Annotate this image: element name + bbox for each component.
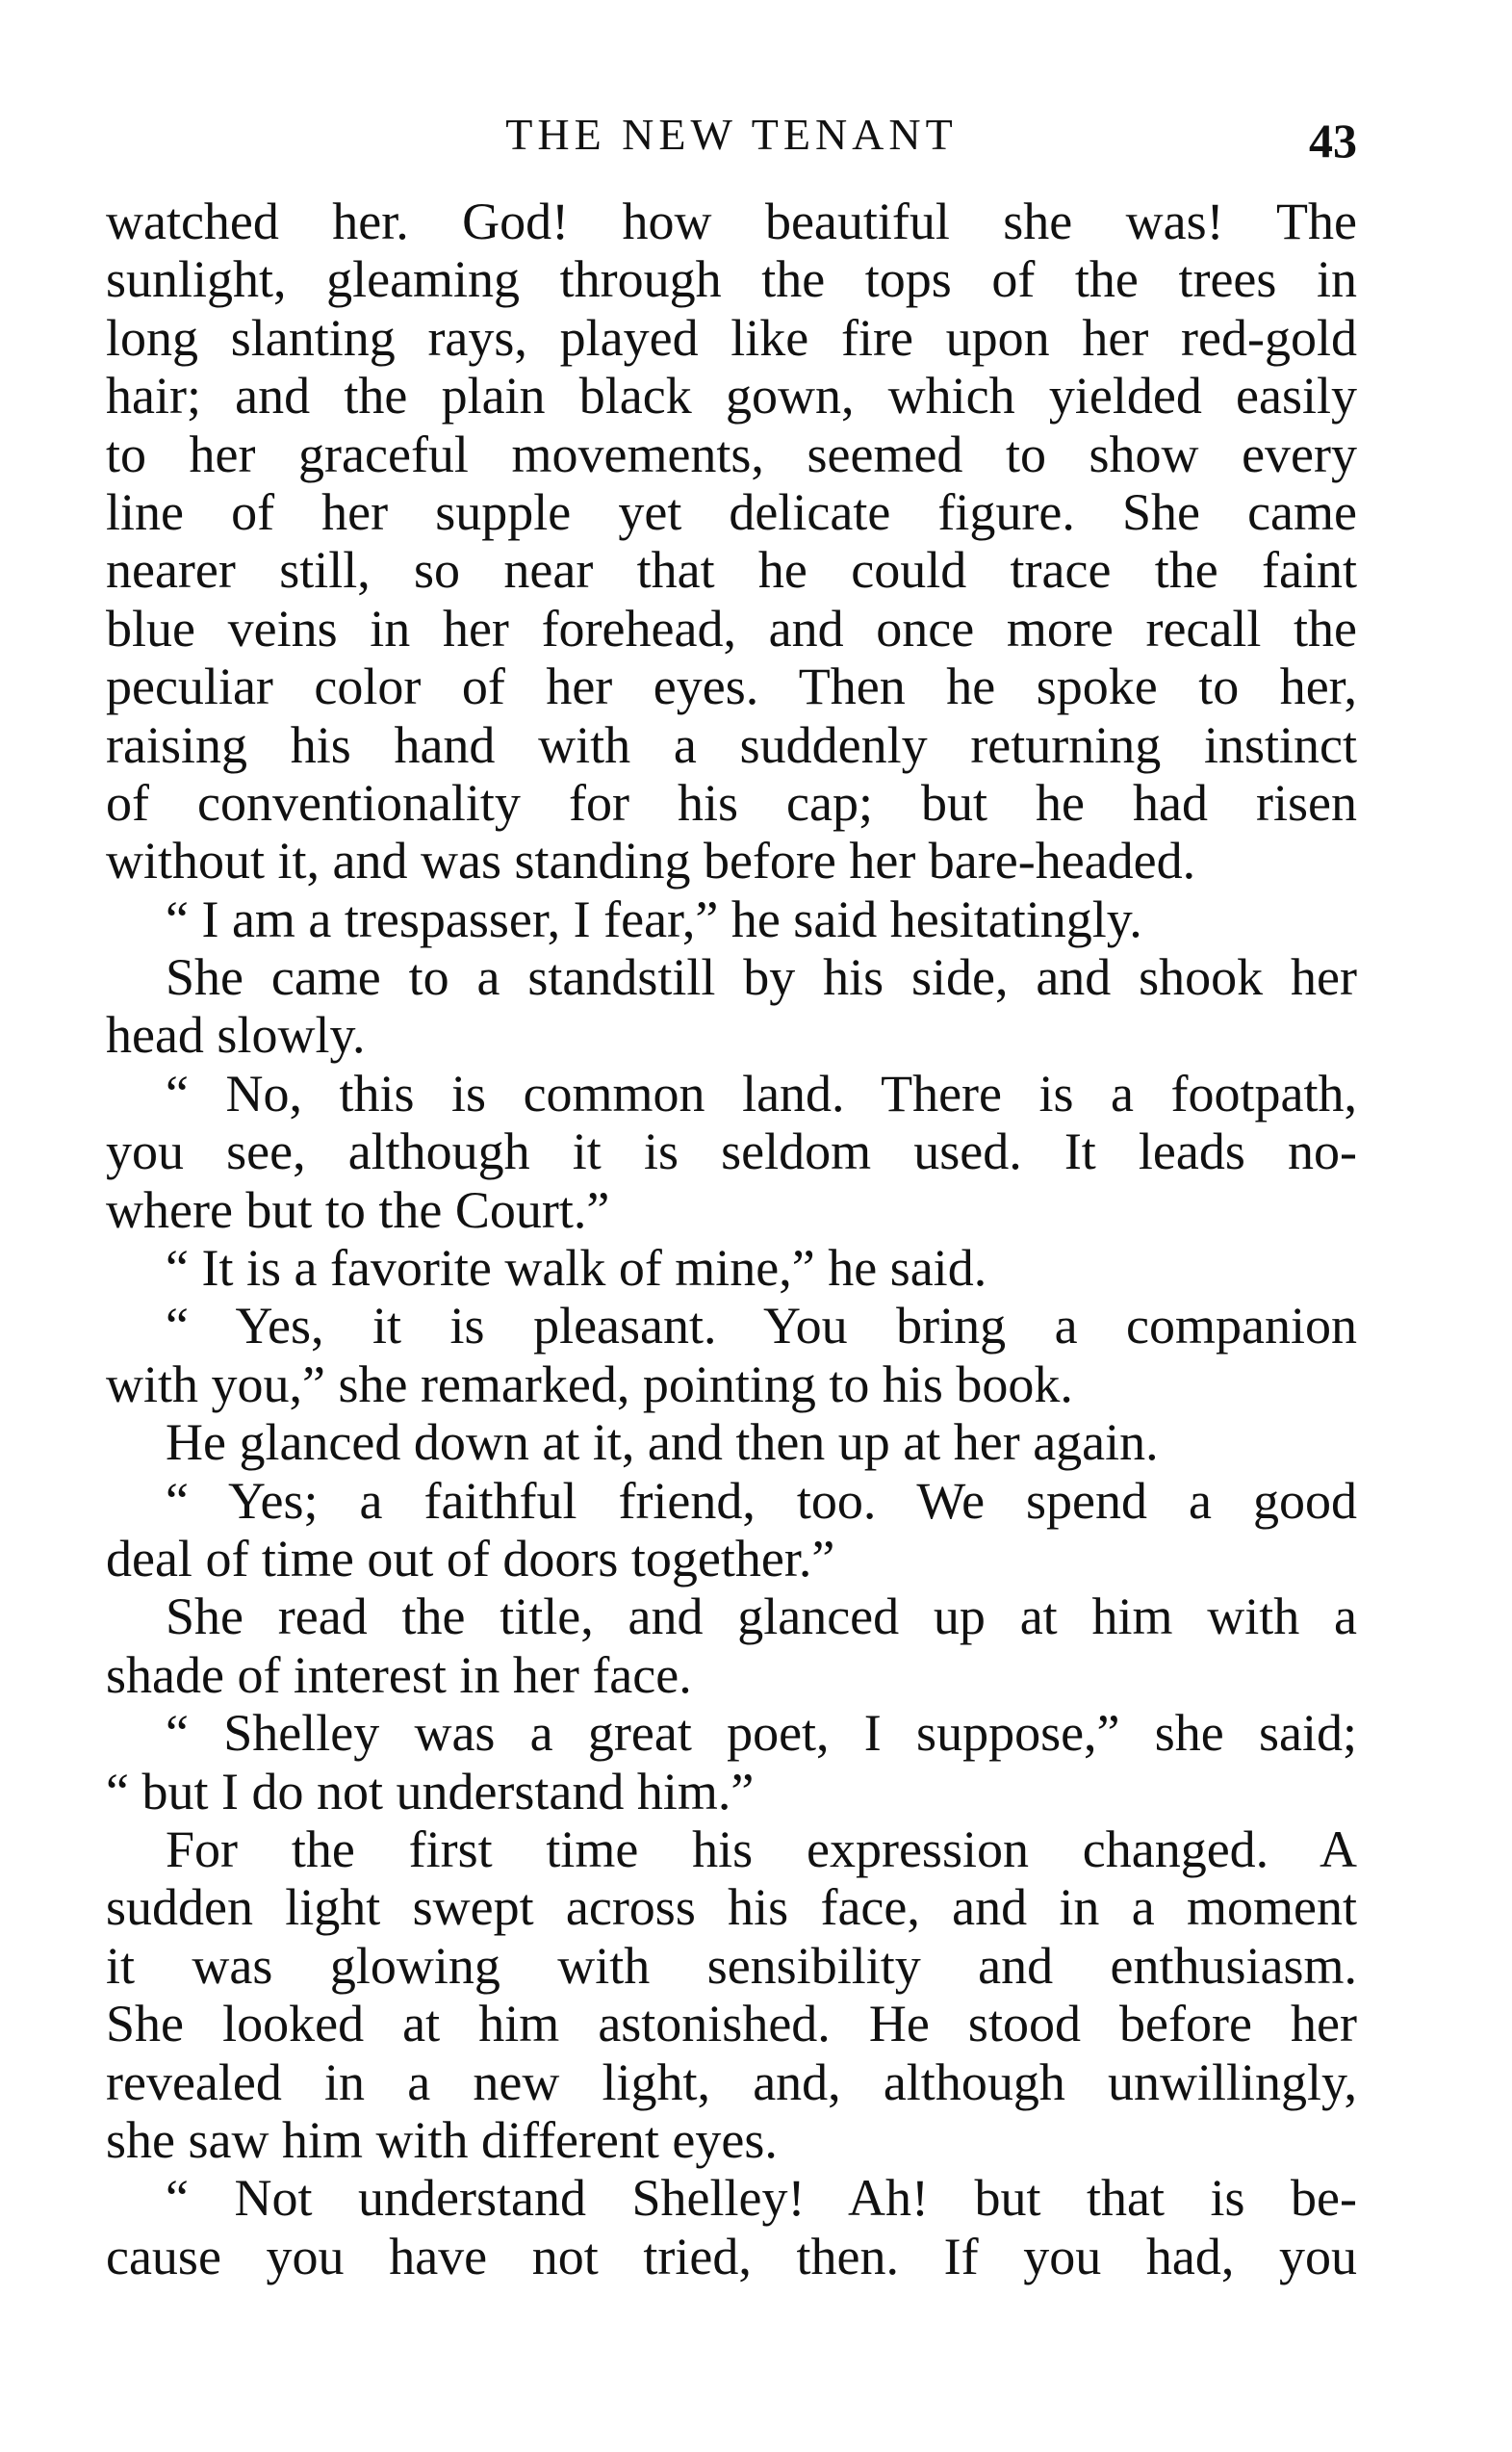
text-line: watched her. God! how beautiful she was! The	[106, 193, 1357, 250]
text-line: “ I am a trespasser, I fear,” he said hesitatingly.	[166, 890, 1142, 948]
text-line: of conventionality for his cap; but he had risen	[106, 773, 1357, 832]
text-line: sunlight, gleaming through the tops of the trees in	[106, 250, 1357, 309]
text-line: she saw him with different eyes.	[106, 2110, 778, 2169]
text-line: She came to a standstill by his side, and shook her	[166, 948, 1357, 1007]
text-line: where but to the Court.”	[106, 1180, 610, 1239]
running-head	[106, 101, 1357, 168]
text-line: sudden light swept across his face, and in a moment	[106, 1878, 1357, 1937]
text-line: you see, although it is seldom used. It leads no-	[106, 1123, 1357, 1181]
text-line: “ Yes, it is pleasant. You bring a companion	[166, 1297, 1357, 1355]
text-line: For the first time his expression changed. A	[166, 1820, 1357, 1878]
text-line: “ Yes; a faithful friend, too. We spend a good	[166, 1471, 1357, 1530]
text-line: hair; and the plain black gown, which yielded easily	[106, 367, 1357, 426]
text-line: shade of interest in her face.	[106, 1645, 692, 1704]
body-text	[106, 193, 1357, 2285]
text-line: cause you have not tried, then. If you had, you	[106, 2227, 1357, 2285]
running-title: THE NEW TENANT	[505, 110, 958, 159]
text-line: “ Shelley was a great poet, I suppose,” she said;	[166, 1704, 1357, 1763]
text-line: line of her supple yet delicate figure. She came	[106, 482, 1357, 541]
page-number: 43	[1309, 114, 1357, 168]
text-line: it was glowing with sensibility and enthusiasm.	[106, 1936, 1357, 1995]
text-line: “ No, this is common land. There is a footpath,	[166, 1064, 1357, 1123]
text-line: head slowly.	[106, 1006, 366, 1065]
text-line: She read the title, and glanced up at him with a	[166, 1587, 1357, 1646]
text-line: “ but I do not understand him.”	[106, 1762, 755, 1820]
text-line: “ Not understand Shelley! Ah! but that is be-	[166, 2169, 1357, 2228]
text-line: without it, and was standing before her bare-headed.	[106, 832, 1196, 890]
text-line: with you,” she remarked, pointing to his book.	[106, 1355, 1073, 1413]
text-line: long slanting rays, played like fire upon her red-gold	[106, 308, 1357, 367]
text-line: raising his hand with a suddenly returning instinct	[106, 715, 1357, 774]
text-line: She looked at him astonished. He stood before her	[106, 1995, 1357, 2053]
text-line: blue veins in her forehead, and once more recall the	[106, 599, 1357, 658]
text-line: nearer still, so near that he could trace the faint	[106, 541, 1357, 600]
text-line: peculiar color of her eyes. Then he spoke to her,	[106, 658, 1357, 716]
text-line: He glanced down at it, and then up at her again.	[166, 1413, 1159, 1472]
text-line: “ It is a favorite walk of mine,” he said.	[166, 1239, 987, 1298]
text-line: revealed in a new light, and, although unwillingly,	[106, 2052, 1357, 2111]
text-line: deal of time out of doors together.”	[106, 1529, 835, 1587]
text-line: to her graceful movements, seemed to show every	[106, 425, 1357, 483]
